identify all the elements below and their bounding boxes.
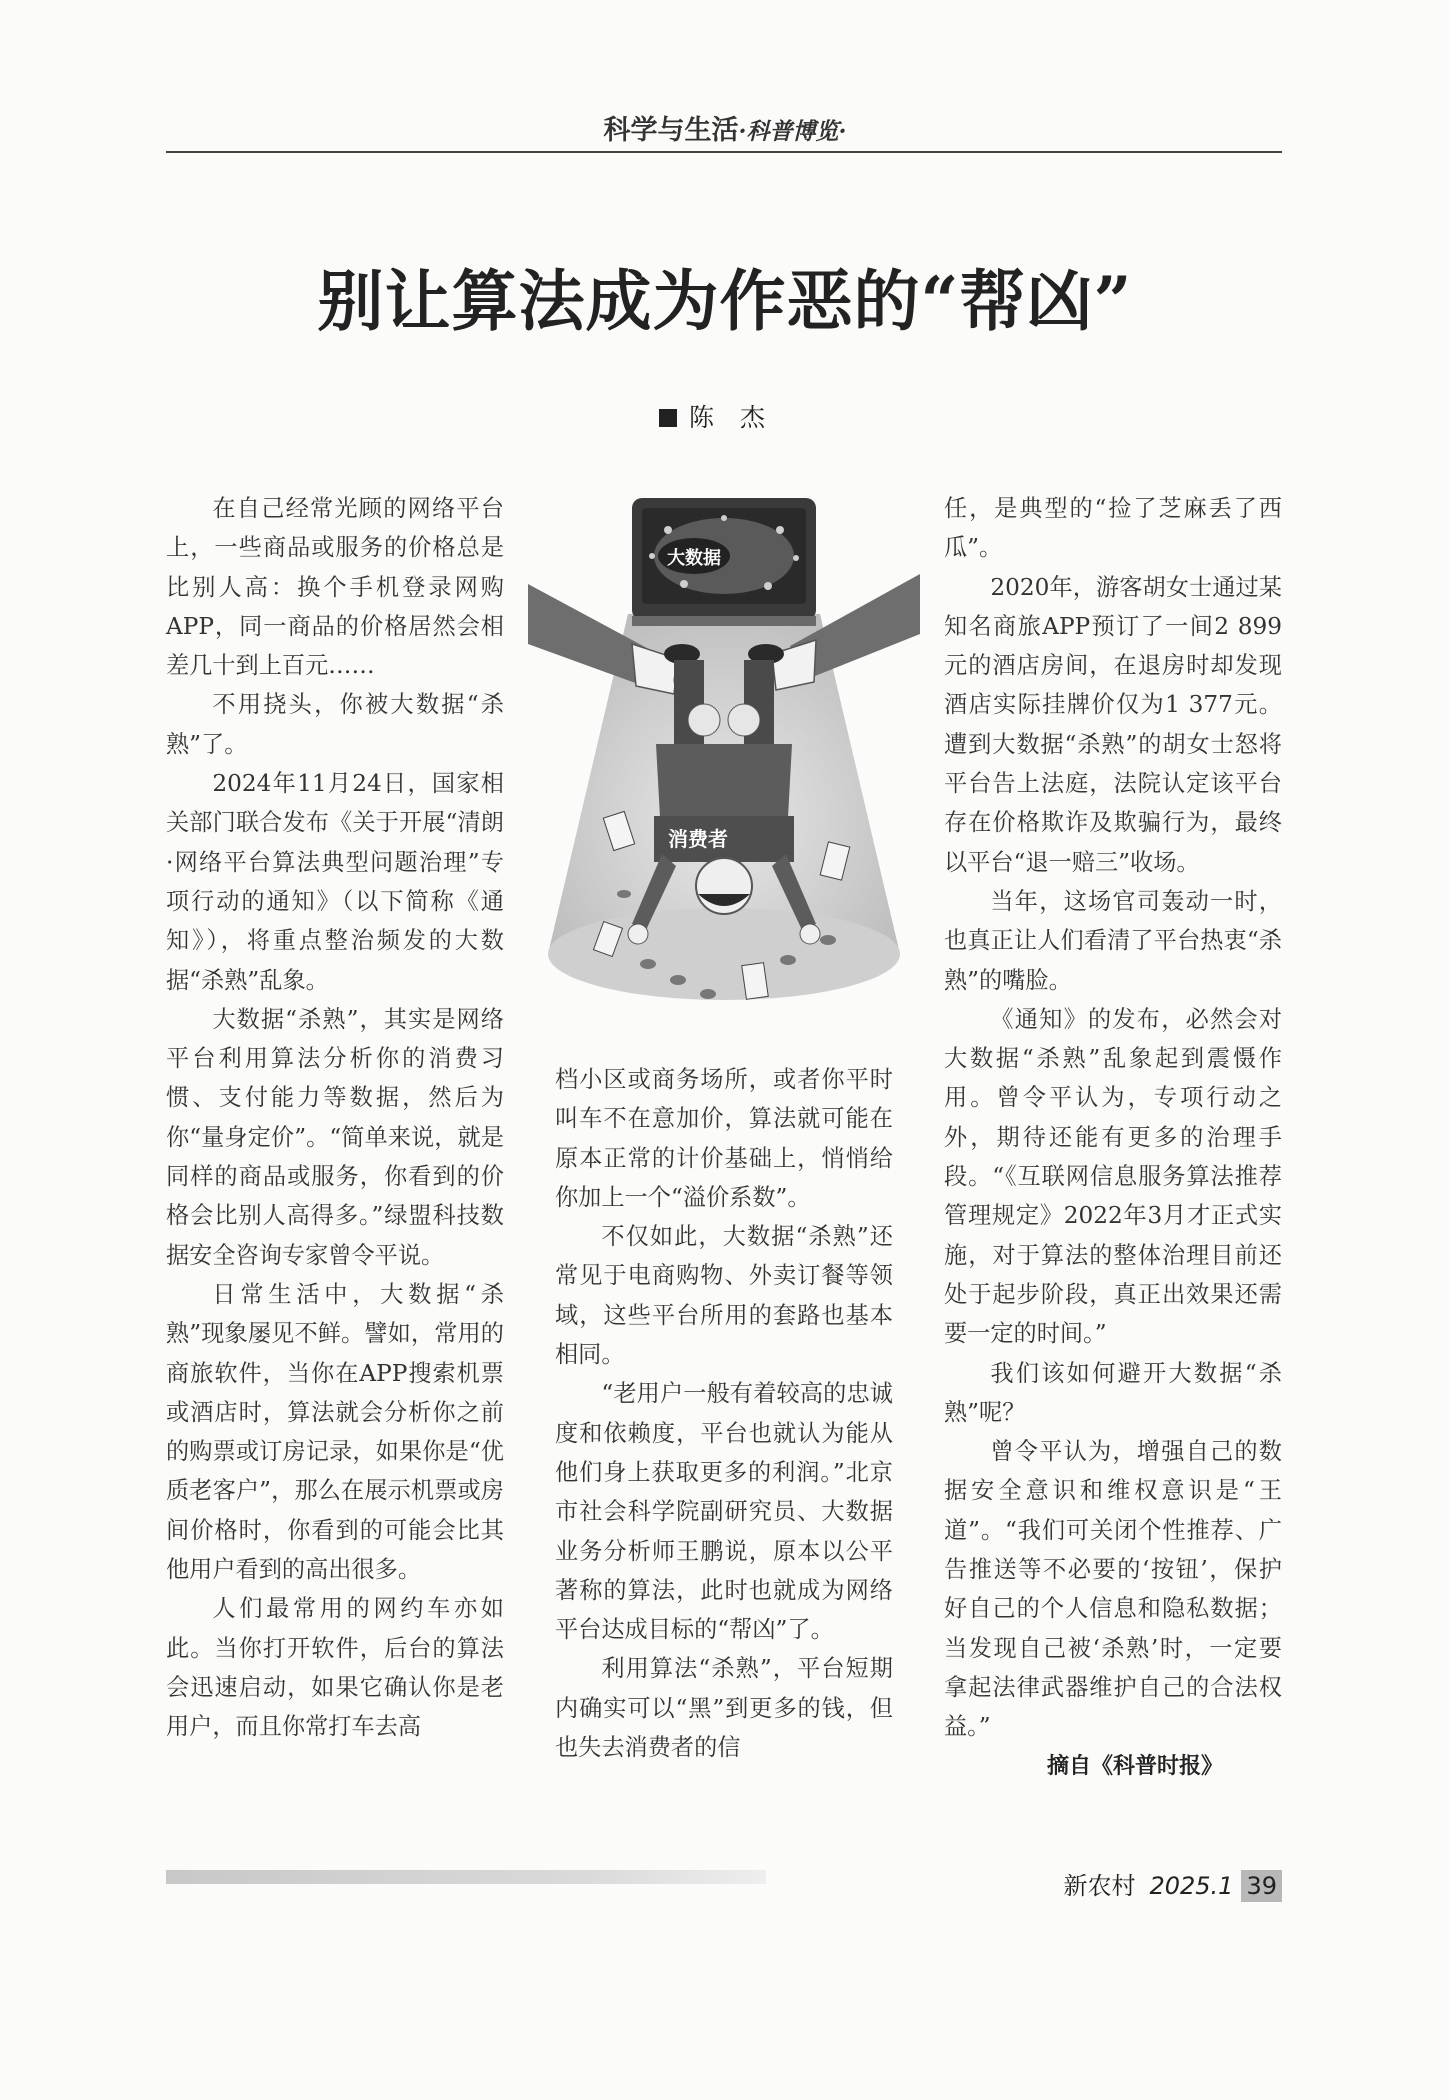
running-header <box>0 108 1450 147</box>
spotlight-floor <box>548 908 900 1000</box>
paragraph: 我们该如何避开大数据“杀熟”呢？ <box>944 1359 1282 1426</box>
byline-square-icon <box>659 409 677 427</box>
paragraph: 档小区或商务场所，或者你平时叫车不在意加价，算法就可能在原本正常的计价基础上，悄悄给你加上一个“溢价系数”。 <box>555 1066 893 1211</box>
header-section: 科学与生活 <box>603 115 739 146</box>
issue-number: 2025.1 <box>1149 1872 1234 1900</box>
column-3 <box>944 489 1282 1786</box>
paragraph: 不仅如此，大数据“杀熟”还常见于电商购物、外卖订餐等领域，这些平台所用的套路也基本相同。 <box>555 1223 893 1369</box>
author-name: 陈杰 <box>688 403 791 432</box>
paragraph: 利用算法“杀熟”，平台短期内确实可以“黑”到更多的钱，但也失去消费者的信 <box>555 1655 893 1762</box>
paragraph: “老用户一般有着较高的忠诚度和依赖度，平台也就认为能从他们身上获取更多的利润。”北京市社会科学院副研究员、大数据业务分析师王鹏说，原本以公平著称的算法，此时也就成为网络平台达成目标的“帮凶”了。 <box>555 1380 893 1644</box>
paragraph: 大数据“杀熟”，其实是网络平台利用算法分析你的消费习惯、支付能力等数据，然后为你“量身定价”。“简单来说，就是同样的商品或服务，你看到的价格会比别人高得多。”绿盟科技数据安全咨询专家曾令平说。 <box>166 1005 504 1269</box>
paragraph: 不用挠头，你被大数据“杀熟”了。 <box>166 691 504 758</box>
paragraph: 《通知》的发布，必然会对大数据“杀熟”乱象起到震慑作用。曾令平认为，专项行动之外，期待还能有更多的治理手段。“《互联网信息服务算法推荐管理规定》2022年3月才正式实施，对于算法的整体治理目前还处于起步阶段，真正出效果还需要一定的时间。” <box>944 1005 1282 1348</box>
column-2 <box>555 1060 893 1767</box>
paragraph: 当年，这场官司轰动一时，也真正让人们看清了平台热衷“杀熟”的嘴脸。 <box>944 887 1282 994</box>
magazine-name: 新农村 <box>1063 1872 1136 1900</box>
article-title: 别让算法成为作恶的“帮凶” <box>317 262 1133 340</box>
figure-label: 消费者 <box>668 827 728 851</box>
paragraph: 在自己经常光顾的网络平台上，一些商品或服务的价格总是比别人高：换个手机登录网购APP，同一商品的价格居然会相差几十到上百元…… <box>166 495 504 680</box>
byline <box>0 398 1450 434</box>
paragraph: 2020年，游客胡女士通过某知名商旅APP预订了一间2 899元的酒店房间，在退房时却发现酒店实际挂牌价仅为1 377元。遭到大数据“杀熟”的胡女士怒将平台告上法庭，法院认定该平台存在价格欺诈及欺骗行为，最终以平台“退一赔三”收场。 <box>944 573 1282 876</box>
column-1 <box>166 489 504 1747</box>
header-rule <box>166 151 1282 153</box>
paragraph: 2024年11月24日，国家相关部门联合发布《关于开展“清朗·网络平台算法典型问题治理”专项行动的通知》（以下简称《通知》），将重点整治频发的大数据“杀熟”乱象。 <box>166 770 504 994</box>
monitor-label: 大数据 <box>667 548 721 569</box>
illustration <box>528 494 920 1014</box>
source-credit: 摘自《科普时报》 <box>1046 1753 1223 1779</box>
page-number: 39 <box>1241 1870 1282 1902</box>
paragraph: 曾令平认为，增强自己的数据安全意识和维权意识是“王道”。“我们可关闭个性推荐、广告推送等不必要的‘按钮’，保护好自己的个人信息和隐私数据；当发现自己被‘杀熟’时，一定要拿起法律武器维护自己的合法权益。” <box>944 1438 1282 1741</box>
monitor-icon <box>632 498 816 626</box>
footer-gradient-bar <box>166 1870 766 1884</box>
paragraph: 人们最常用的网约车亦如此。当你打开软件，后台的算法会迅速启动，如果它确认你是老用户，而且你常打车去高 <box>166 1595 504 1741</box>
header-column: ·科普博览· <box>738 118 847 145</box>
page-footer <box>1063 1866 1282 1902</box>
paragraph: 日常生活中，大数据“杀熟”现象屡见不鲜。譬如，常用的商旅软件，当你在APP搜索机票或酒店时，算法就会分析你之前的购票或订房记录，如果你是“优质老客户”，那么在展示机票或房间价格时，你看到的可能会比其他用户看到的高出很多。 <box>166 1280 504 1584</box>
paragraph: 任，是典型的“捡了芝麻丢了西瓜”。 <box>944 495 1282 562</box>
